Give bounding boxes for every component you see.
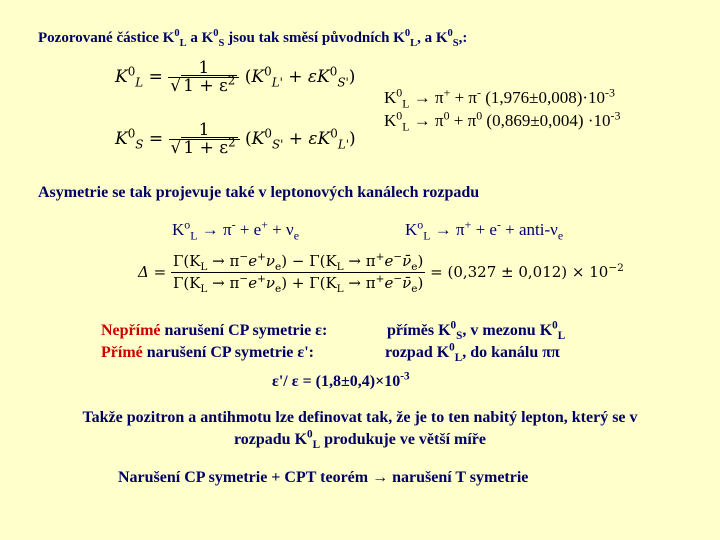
asymmetry-formula: Δ = $\frac{\Gamma(K_L \to \pi^-e^+\nu_e) - \Gamma(K_L \to \pi^+e^-\nū_e)}{\Gamma(K_L \to \pi^-e^+\nu_e) + \Gamma(K_L \to \pi^+e^-\nū_e)}$ = $(0,327 \pm 0,012) \times 10^{-2}$	[138, 251, 624, 295]
intro-line: Pozorované částice $K^0_L$ a $K^0_S$ jsou tak směsí původních $K^0_L$, a $K^0_S$,:	[38, 28, 468, 49]
decay-pi-zero-zero: $K^0_L \to \pi^0 + \pi^0$ $(0,869\pm 0,004) \cdot 10^{-3}$	[384, 108, 621, 134]
epsilon-ratio: ε'/ $\varepsilon = (1,8\pm 0,4)\times 10^{-3}$	[272, 370, 410, 390]
mixing-equation-2: $K^0_S$ = $\frac{1}{√ 1 + \varepsilon^2}$ $(K^0_{S'} + \varepsilon K^0_{L'})$	[115, 120, 356, 158]
conclusion	[0, 407, 720, 451]
final-statement: Narušení CP symetrie + CPT teorém → narušení T symetrie	[118, 469, 529, 486]
asymmetry-fraction: $\frac{\Gamma(K_L \to \pi^-e^+\nu_e) - \Gamma(K_L \to \pi^+e^-\nū_e)}{\Gamma(K_L \to \pi^-e^+\nu_e) + \Gamma(K_L \to \pi^+e^-\nū_e)}$	[172, 251, 424, 295]
cp-direct-desc: rozpad $K^0_L$, do kanálu ππ	[385, 341, 560, 365]
cp-indirect: Nepřímé narušení CP symetrie ε:	[101, 322, 328, 339]
leptonic-channel-left: $K^o_L \to \pi^- + e^+ + \nu_e$	[172, 217, 299, 243]
cp-indirect-desc: příměs $K^0_S$, v mezonu $K^0_L$	[387, 319, 566, 343]
leptonic-heading: Asymetrie se tak projevuje také v leptonových kanálech rozpadu	[38, 184, 480, 201]
conclusion-line-1: Takže pozitron a antihmotu lze definovat tak, že je to ten nabitý lepton, který se v	[82, 409, 638, 426]
leptonic-channel-right: $K^o_L \to \pi^+ + e^-$ + anti-$\nu_e$	[405, 217, 564, 243]
cp-direct: Přímé narušení CP symetrie ε':	[101, 344, 315, 361]
conclusion-line-2: rozpadu $K^0_L$ produkuje ve větší míře	[233, 428, 487, 452]
decay-pi-plus-minus: $K^0_L \to \pi^+ + \pi^-$ $(1,976\pm 0,008)\cdot 10^{-3}$	[384, 85, 615, 111]
mixing-equation-1: $K^0_L$ = $\frac{1}{√ 1 + \varepsilon^2}$ $(K^0_{L'} + \varepsilon K^0_{S'})$	[115, 58, 356, 96]
